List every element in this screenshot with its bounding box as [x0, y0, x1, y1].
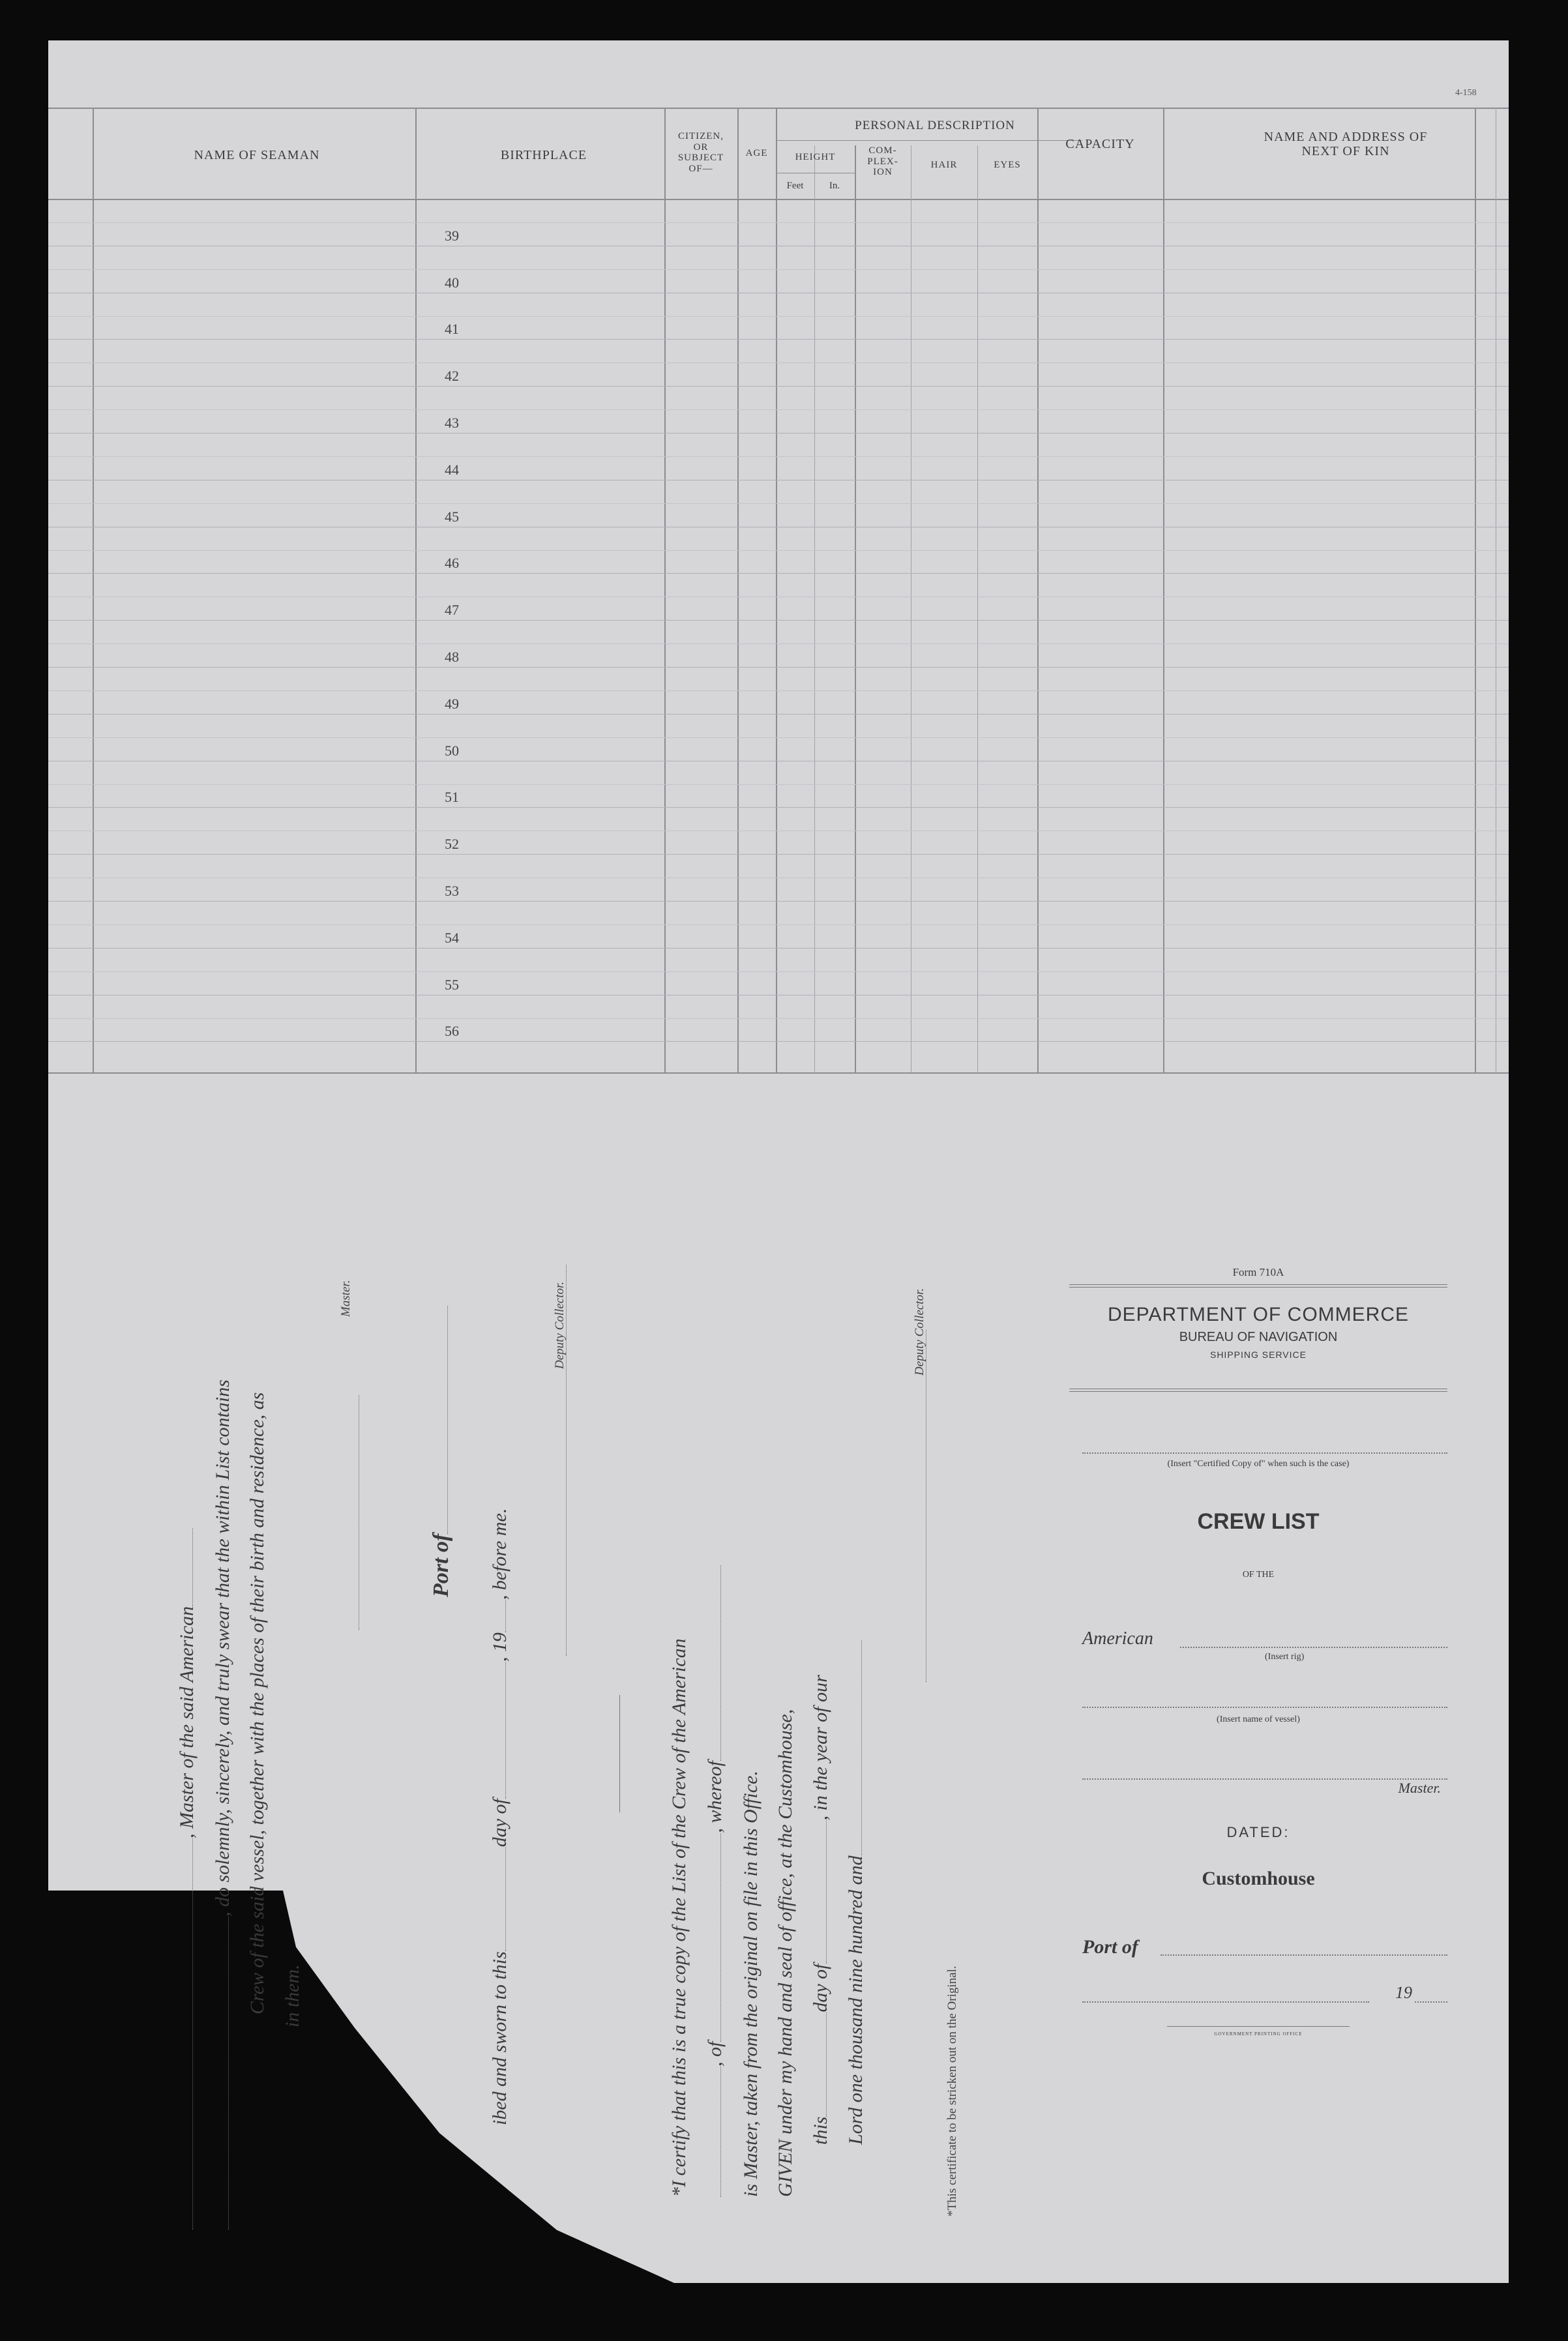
cover-bureau: BUREAU OF NAVIGATION [1179, 1330, 1338, 1344]
cover-nineteen: 19 [1395, 1983, 1412, 2002]
certificate-line-6: Lord one thousand nine hundred and [845, 1640, 867, 2145]
row-subdivider [48, 924, 1509, 925]
col-rule [664, 108, 666, 1072]
row-number: 43 [445, 415, 459, 431]
header-height: HEIGHT [795, 152, 836, 162]
table-row [48, 1041, 1509, 1042]
col-rule [855, 145, 856, 1072]
header-inches: In. [829, 181, 840, 191]
year-line [1415, 2001, 1447, 2003]
table-top-rule [48, 108, 1509, 109]
row-number: 50 [445, 742, 459, 759]
row-subdivider [48, 784, 1509, 785]
certificate-line-5: thisday of, in the year of our [810, 1675, 831, 2145]
row-number: 49 [445, 695, 459, 712]
cover-of-the: OF THE [1242, 1570, 1275, 1580]
cover-insert-certified: (Insert "Certified Copy of" when such is the case) [1167, 1459, 1350, 1469]
port-line [1161, 1954, 1447, 1956]
row-subdivider [48, 269, 1509, 270]
oath-and-certificate-block [137, 1213, 984, 2230]
col-rule [1037, 108, 1039, 1072]
cover-form-number: Form 710A [1232, 1266, 1284, 1278]
row-subdivider [48, 409, 1509, 410]
row-subdivider [48, 503, 1509, 504]
col-rule [977, 145, 978, 1072]
row-subdivider [48, 690, 1509, 691]
oath-master-label: Master. [339, 1280, 353, 1317]
row-number: 48 [445, 649, 459, 665]
row-number: 47 [445, 602, 459, 619]
table-row [48, 573, 1509, 574]
cover-rule [1167, 2026, 1350, 2027]
header-next-of-kin: NAME AND ADDRESS OF NEXT OF KIN [1264, 130, 1428, 158]
row-number: 44 [445, 461, 459, 478]
rig-line [1180, 1647, 1447, 1648]
row-subdivider [48, 550, 1509, 551]
row-number: 45 [445, 508, 459, 525]
header-eyes: EYES [994, 160, 1021, 170]
header-bottom-rule [48, 199, 1509, 200]
col-rule [1163, 108, 1164, 1072]
date-line [1082, 2001, 1369, 2003]
sworn-line: ibed and sworn to thisday of, 19, before me. [489, 1508, 510, 2125]
cover-panel [1069, 1258, 1447, 2073]
oath-line-4: in them. [282, 1964, 303, 2027]
header-personal-description: PERSONAL DESCRIPTION [855, 119, 1015, 132]
oath-line-2: , do solemnly, sincerely, and truly swear that the within List contains [212, 1379, 234, 2230]
row-number: 39 [445, 227, 459, 244]
row-number: 40 [445, 274, 459, 291]
row-number: 42 [445, 368, 459, 385]
row-number: 46 [445, 555, 459, 572]
cover-customhouse: Customhouse [1202, 1868, 1315, 1889]
row-subdivider [48, 737, 1509, 738]
table-row [48, 948, 1509, 949]
header-age: AGE [745, 148, 768, 158]
table-row [48, 386, 1509, 387]
oath-deputy-collector-label: Deputy Collector. [553, 1281, 567, 1369]
seal-rule [619, 1695, 620, 1812]
row-number: 41 [445, 321, 459, 338]
col-rule [93, 108, 94, 1072]
table-row [48, 339, 1509, 340]
cover-american: American [1082, 1628, 1153, 1649]
oath-port-of: Port of [429, 1306, 454, 1597]
cover-insert-rig: (Insert rig) [1265, 1652, 1305, 1662]
header-capacity: CAPACITY [1065, 137, 1135, 151]
table-row [48, 854, 1509, 855]
corner-form-number: 4-158 [1455, 88, 1477, 98]
col-rule [1475, 108, 1476, 1072]
cover-rule [1069, 1284, 1447, 1285]
crew-table [48, 108, 1509, 1072]
row-subdivider [48, 596, 1509, 597]
certificate-line-4: GIVEN under my hand and seal of office, at the Customhouse, [775, 1709, 796, 2197]
row-number: 51 [445, 789, 459, 806]
cover-crew-list: CREW LIST [1197, 1509, 1320, 1534]
vessel-name-line [1082, 1707, 1447, 1708]
header-hair: HAIR [930, 160, 958, 170]
row-number: 55 [445, 976, 459, 993]
table-row [48, 667, 1509, 668]
cover-printer: GOVERNMENT PRINTING OFFICE [1214, 2031, 1303, 2037]
col-rule [737, 108, 739, 1072]
cover-dated: DATED: [1226, 1824, 1290, 1840]
certificate-line-2: , of, whereof [704, 1565, 726, 2197]
header-citizen: CITIZEN, OR SUBJECT OF— [677, 131, 724, 174]
table-row [48, 620, 1509, 621]
col-rule [415, 108, 417, 1072]
header-complexion: COM- PLEX- ION [867, 145, 898, 177]
row-subdivider [48, 877, 1509, 878]
master-name-line [1082, 1778, 1447, 1780]
row-subdivider [48, 222, 1509, 223]
cover-insert-vessel: (Insert name of vessel) [1217, 1715, 1300, 1724]
certified-copy-line [1082, 1452, 1447, 1454]
row-number: 56 [445, 1023, 459, 1040]
table-row [48, 901, 1509, 902]
row-subdivider [48, 362, 1509, 363]
table-row [48, 433, 1509, 434]
col-rule [814, 145, 815, 1072]
cover-port-of: Port of [1082, 1936, 1138, 1958]
row-subdivider [48, 1018, 1509, 1019]
row-number: 53 [445, 883, 459, 899]
oath-line-1: , Master of the said American [176, 1528, 198, 2230]
cover-rule [1069, 1287, 1447, 1288]
header-name-of-seaman: NAME OF SEAMAN [194, 148, 320, 162]
header-birthplace: BIRTHPLACE [500, 148, 587, 162]
table-row [48, 807, 1509, 808]
certificate-footnote: *This certificate to be stricken out on the Original. [945, 1966, 959, 2216]
certificate-deputy-collector: Deputy Collector. [913, 1288, 926, 1376]
personal-desc-rule [776, 140, 1082, 141]
cover-master: Master. [1398, 1780, 1441, 1796]
row-subdivider [48, 456, 1509, 457]
certificate-line-1: *I certify that this is a true copy of the List of the Crew of the American [668, 1638, 690, 2197]
certificate-line-3: is Master, taken from the original on file in this Office. [740, 1771, 762, 2197]
table-bottom-rule [48, 1072, 1509, 1074]
row-subdivider [48, 316, 1509, 317]
row-subdivider [48, 971, 1509, 972]
cover-rule [1069, 1391, 1447, 1392]
header-feet: Feet [786, 181, 804, 191]
oath-line-3: Crew of the said vessel, together with the places of their birth and residence, as [246, 1392, 268, 2014]
row-subdivider [48, 643, 1509, 644]
row-number: 54 [445, 929, 459, 946]
row-number: 52 [445, 836, 459, 853]
cover-service: SHIPPING SERVICE [1209, 1349, 1307, 1360]
cover-department: DEPARTMENT OF COMMERCE [1107, 1304, 1410, 1325]
col-rule [776, 108, 777, 1072]
